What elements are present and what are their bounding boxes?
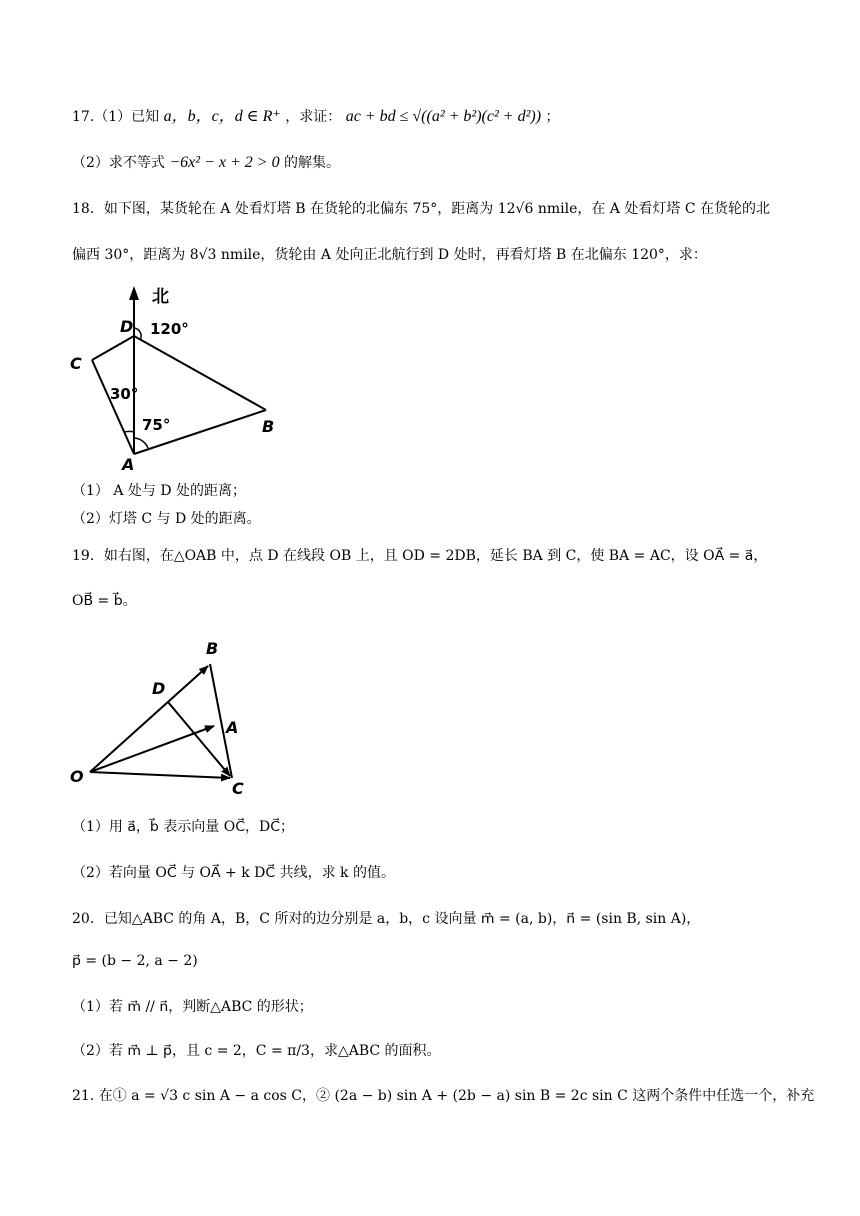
fig18-north-label: 北 xyxy=(152,287,169,307)
q19-line1: 19．如右图，在△OAB 中，点 D 在线段 OB 上，且 OD = 2DB，延长 BA 到 C，使 BA = AC，设 OA⃗ = a⃗， xyxy=(72,548,768,564)
fig19-label-a: A xyxy=(226,718,239,737)
fig19-label-o: O xyxy=(70,767,84,786)
q20-sub1: （1）若 m⃗ // n⃗，判断△ABC 的形状； xyxy=(72,999,313,1015)
fig18-angle-120: 120° xyxy=(150,320,189,338)
fig19-label-d: D xyxy=(152,679,166,698)
q17-part2: （2）求不等式 −6x² − x + 2 > 0 的解集。 xyxy=(72,154,341,171)
q18-sub1: （1） A 处与 D 处的距离； xyxy=(72,483,247,499)
q18-line1: 18．如下图，某货轮在 A 处看灯塔 B 在货轮的北偏东 75°，距离为 12√6 nmile，在 A 处看灯塔 C 在货轮的北 xyxy=(72,201,770,217)
q17-vars: a，b，c，d ∈ R⁺ xyxy=(163,108,281,125)
q18-figure xyxy=(64,282,294,472)
fig18-label-c: C xyxy=(70,354,82,373)
q19-sub2: （2）若向量 OC⃗ 与 OA⃗ + k DC⃗ 共线，求 k 的值。 xyxy=(72,865,395,881)
q21-line1: 21. 在① a = √3 c sin A − a cos C，② (2a − b) sin A + (2b − a) sin B = 2c sin C 这两个条件中任选一个，补充 xyxy=(72,1088,815,1104)
q19-line2: OB⃗ = b⃗。 xyxy=(72,593,137,609)
q19-sub1: （1）用 a⃗，b⃗ 表示向量 OC⃗，DC⃗； xyxy=(72,819,294,835)
fig18-label-d: D xyxy=(120,317,134,336)
q17-p2-expression: −6x² − x + 2 > 0 xyxy=(169,154,280,171)
q17-part1: 17.（1）已知 a，b，c，d ∈ R⁺ ，求证： ac + bd ≤ √((a² + b²)(c² + d²)) ； xyxy=(72,108,560,125)
fig19-label-b: B xyxy=(206,639,219,658)
q20-line2: p⃗ = (b − 2, a − 2) xyxy=(72,953,198,969)
q20-line1: 20．已知△ABC 的角 A，B，C 所对的边分别是 a，b，c 设向量 m⃗ = (a, b)，n⃗ = (sin B, sin A)， xyxy=(72,911,701,927)
fig18-label-b: B xyxy=(262,417,275,436)
q17-inequality: ac + bd ≤ √((a² + b²)(c² + d²)) xyxy=(345,108,542,125)
fig18-angle-30: 30° xyxy=(110,385,139,403)
north-arrow-icon xyxy=(129,286,139,300)
fig18-angle-75: 75° xyxy=(142,416,171,434)
q19-figure xyxy=(64,636,264,796)
q18-sub2: （2）灯塔 C 与 D 处的距离。 xyxy=(72,511,261,527)
fig18-label-a: A xyxy=(122,455,135,472)
q20-sub2: （2）若 m⃗ ⊥ p⃗，且 c = 2，C = π/3，求△ABC 的面积。 xyxy=(72,1043,441,1059)
q18-line2: 偏西 30°，距离为 8√3 nmile，货轮由 A 处向正北航行到 D 处时，再看灯塔 B 在北偏东 120°，求： xyxy=(72,247,707,263)
fig19-label-c: C xyxy=(232,779,244,796)
